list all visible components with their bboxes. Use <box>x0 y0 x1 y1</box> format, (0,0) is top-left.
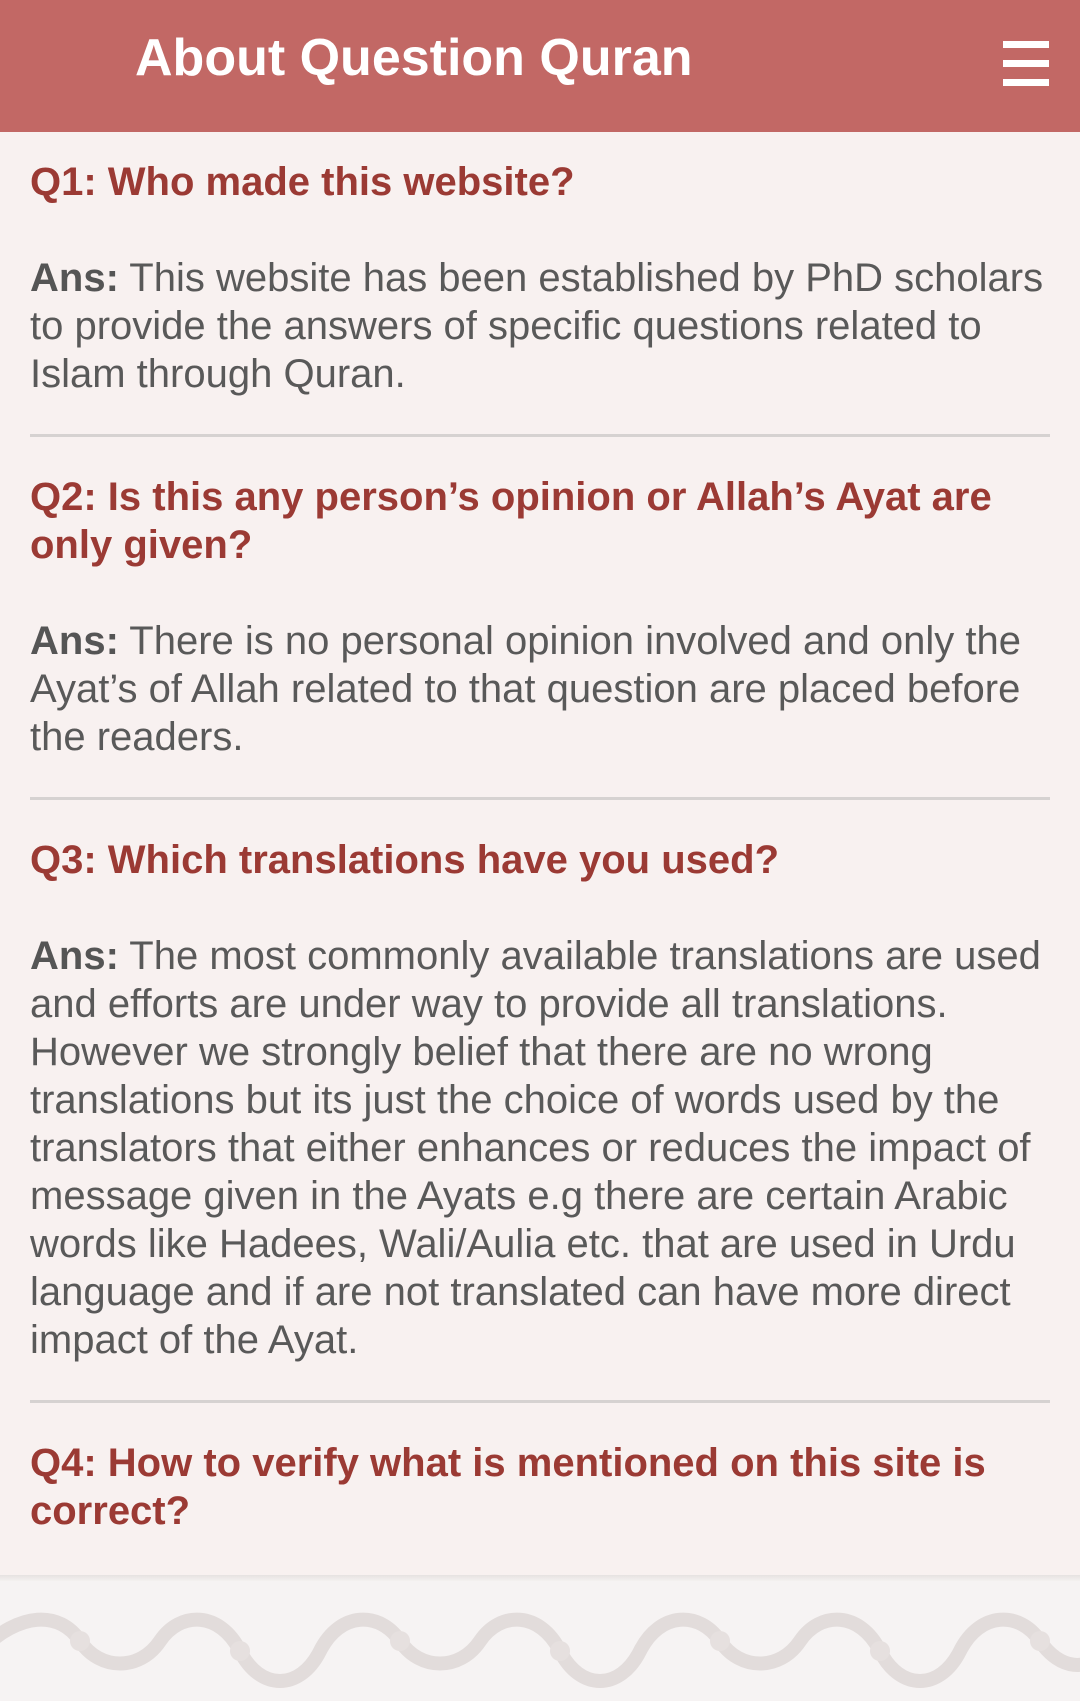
faq-item-q2 <box>30 473 1050 800</box>
app-header <box>0 0 1080 132</box>
faq-question: Q2: Is this any person’s opinion or Allah’s Ayat are only given? <box>30 475 992 567</box>
faq-question: Q3: Which translations have you used? <box>30 838 780 882</box>
footer-ornament <box>0 1581 1080 1701</box>
arabesque-pattern-icon <box>0 1611 1080 1701</box>
faq-answer <box>30 254 1050 398</box>
faq-question: Q4: How to verify what is mentioned on this site is correct? <box>30 1441 986 1533</box>
answer-label: Ans: <box>30 256 119 300</box>
answer-label: Ans: <box>30 934 119 978</box>
answer-text: The most commonly available translations are used and efforts are under way to provide all translations. However we strongly belief that there are no wrong translations but its just the choice of words used by the translators that either enhances or reduces the impact of message given in the Ayats e.g there are certain Arabic words like Hadees, Wali/Aulia etc. that are used in Urdu language and if are not translated can have more direct impact of the Ayat. <box>30 934 1041 1362</box>
answer-label: Ans: <box>30 619 119 663</box>
answer-text: There is no personal opinion involved and only the Ayat’s of Allah related to that question are placed before the readers. <box>30 619 1021 759</box>
faq-item-q3 <box>30 836 1050 1403</box>
faq-item-q4 <box>30 1439 1050 1535</box>
page-title: About Question Quran <box>135 29 693 87</box>
faq-question: Q1: Who made this website? <box>30 160 575 204</box>
menu-bar-bottom <box>1003 79 1049 86</box>
faq-item-q1 <box>30 158 1050 437</box>
answer-text: This website has been established by PhD scholars to provide the answers of specific questions related to Islam through Quran. <box>30 256 1044 396</box>
hamburger-menu-icon[interactable] <box>1003 41 1049 87</box>
menu-bar-middle <box>1003 60 1049 67</box>
faq-answer <box>30 932 1050 1364</box>
faq-list <box>30 132 1050 1535</box>
faq-answer <box>30 617 1050 761</box>
menu-bar-top <box>1003 41 1049 48</box>
